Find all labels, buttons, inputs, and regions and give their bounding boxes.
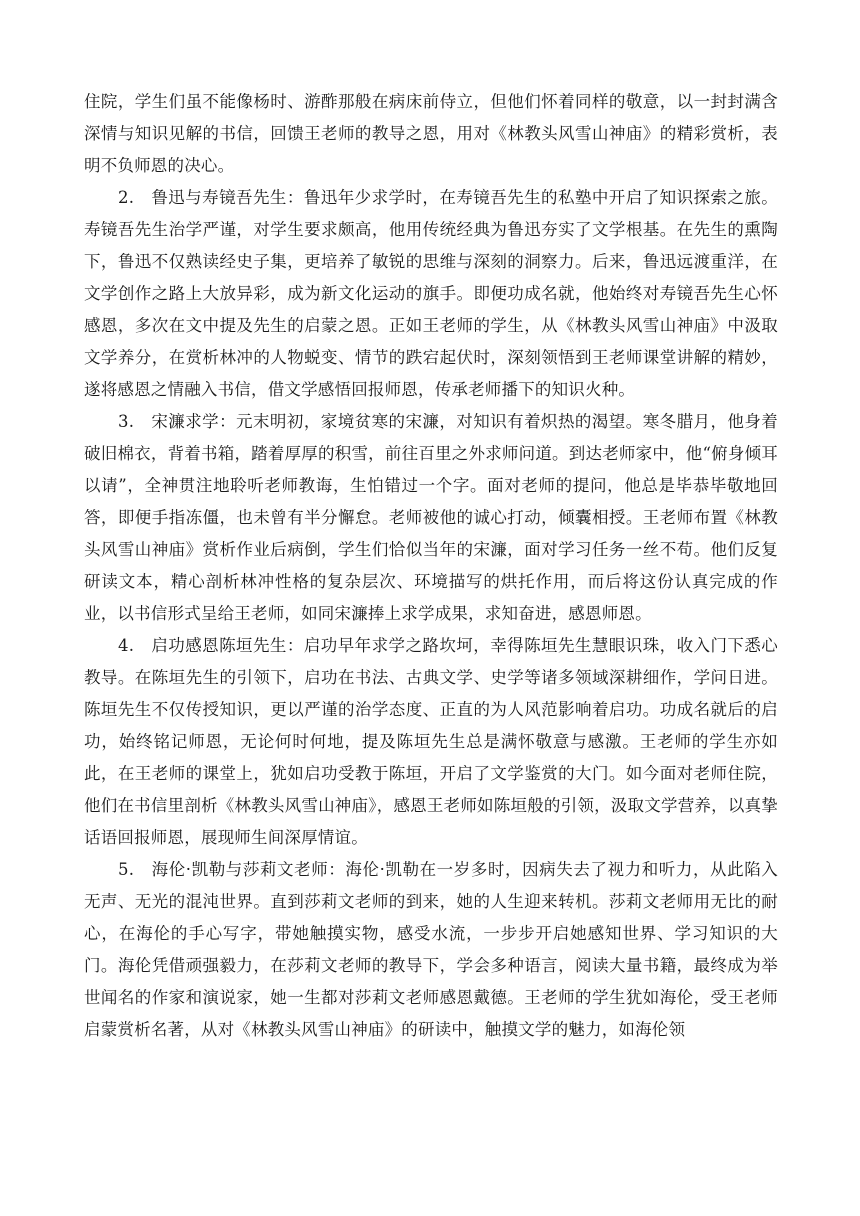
paragraph-song-lian: 3. 宋濂求学：元末明初，家境贫寒的宋濂，对知识有着炽热的渴望。寒冬腊月，他身着破旧棉衣，背着书箱，踏着厚厚的积雪，前往百里之外求师问道。到达老师家中，他“俯身倾耳以请”，全神贯注地聆听老师教诲，生怕错过一个字。面对老师的提问，他总是毕恭毕敬地回答，即便手指冻僵，也未曾有半分懈怠。老师被他的诚心打动，倾囊相授。王老师布置《林教头风雪山神庙》赏析作业后病倒，学生们恰似当年的宋濂，面对学习任务一丝不苟。他们反复研读文本，精心剖析林冲性格的复杂层次、环境描写的烘托作用，而后将这份认真完成的作业，以书信形式呈给王老师，如同宋濂捧上求学成果，求知奋进，感恩师恩。 (84, 412, 778, 623)
paragraph-qi-gong: 4. 启功感恩陈垣先生：启功早年求学之路坎坷，幸得陈垣先生慧眼识珠，收入门下悉心教导。在陈垣先生的引领下，启功在书法、古典文学、史学等诸多领域深耕细作，学问日进。陈垣先生不仅传授知识，更以严谨的治学态度、正直的为人风范影响着启功。功成名就后的启功，始终铭记师恩，无论何时何地，提及陈垣先生总是满怀敬意与感激。王老师的学生亦如此，在王老师的课堂上，犹如启功受教于陈垣，开启了文学鉴赏的大门。如今面对老师住院，他们在书信里剖析《林教头风雪山神庙》，感恩王老师如陈垣般的引领，汲取文学营养，以真挚话语回报师恩，展现师生间深厚情谊。 (84, 636, 778, 847)
paragraph-lu-xun: 2. 鲁迅与寿镜吾先生：鲁迅年少求学时，在寿镜吾先生的私塾中开启了知识探索之旅。寿镜吾先生治学严谨，对学生要求颇高，他用传统经典为鲁迅夯实了文学根基。在先生的熏陶下，鲁迅不仅熟读经史子集，更培养了敏锐的思维与深刻的洞察力。后来，鲁迅远渡重洋，在文学创作之路上大放异彩，成为新文化运动的旗手。即便功成名就，他始终对寿镜吾先生心怀感恩，多次在文中提及先生的启蒙之恩。正如王老师的学生，从《林教头风雪山神庙》中汲取文学养分，在赏析林冲的人物蜕变、情节的跌宕起伏时，深刻领悟到王老师课堂讲解的精妙，遂将感恩之情融入书信，借文学感悟回报师恩，传承老师播下的知识火种。 (84, 188, 778, 399)
document-page (84, 0, 778, 1046)
paragraph-helen-keller: 5. 海伦·凯勒与莎莉文老师：海伦·凯勒在一岁多时，因病失去了视力和听力，从此陷入无声、无光的混沌世界。直到莎莉文老师的到来，她的人生迎来转机。莎莉文老师用无比的耐心，在海伦的手心写字，带她触摸实物，感受水流，一步步开启她感知世界、学习知识的大门。海伦凭借顽强毅力，在莎莉文老师的教导下，学会多种语言，阅读大量书籍，最终成为举世闻名的作家和演说家，她一生都对莎莉文老师感恩戴德。王老师的学生犹如海伦，受王老师启蒙赏析名著，从对《林教头风雪山神庙》的研读中，触摸文学的魅力，如海伦领 (84, 860, 778, 1039)
paragraph-continuation: 住院，学生们虽不能像杨时、游酢那般在病床前侍立，但他们怀着同样的敬意，以一封封满含深情与知识见解的书信，回馈王老师的教导之恩，用对《林教头风雪山神庙》的精彩赏析，表明不负师恩的决心。 (84, 92, 778, 175)
